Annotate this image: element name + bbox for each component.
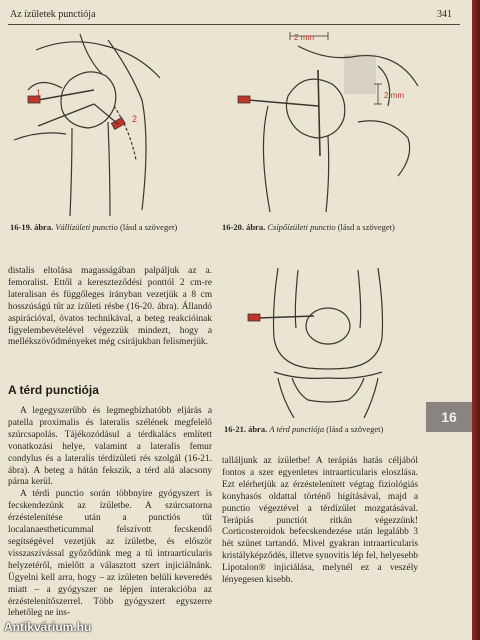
figure-knee-illustration [238, 268, 428, 418]
paragraph-hip-technique: distalis eltolása magasságában palpáljuk az a. femoralist. Ettől a kereszteződési ponttól 2 cm-re lateralisan és függőleges irányban vezetjük a 8 cm hosszúságú tűt az ízületi résbe (16-20. ábra). Állandó aspirációval, óvatos technikával, a beteg reakcióinak figyelembevételével végezzük mindezt, hogy a mellékszövődményeket még csírájukban felismerjük. [8, 266, 212, 348]
figure-caption-16-20: 16-20. ábra. Csípőízületi punctio (lásd a szöveget) [222, 222, 395, 232]
measurement-label-vertical: 2 mm [384, 91, 404, 100]
left-column-intro [8, 266, 212, 349]
running-header [8, 6, 460, 25]
left-column-knee [8, 406, 212, 620]
paragraph-knee-method: A legegyszerűbb és legmegbízhatóbb eljárás a patella proximalis és lateralis szélének megfelelő szúrcsapolás. Tájékozódásul a térdkalács említett vonatkozási helye, valamint a lateralis femur condylus és a lateralis térdízületi rés szolgál (16-21. ábra). A beteg a hátán fekszik, a térd alá alacsony párna kerül. [8, 406, 212, 488]
measurement-label-horizontal: 2 mm [294, 33, 314, 42]
watermark: Antikvárium.hu [4, 620, 92, 634]
paragraph-knee-injection: A térdi punctio során többnyire gyógyszert is fecskendezünk az ízületbe. A szúrcsatorna érzéstelenítése után a punctiós tűt localanaestheticummal felszívott fecskendő segítségével vezetjük az ízületbe, és először visszaszívással győződünk meg a tű intraarticularis helyzetéről, mielőtt a választott szert injiciálnánk. Ügyelni kell arra, hogy – az ízületen belüli keveredés miatt – a gyógyszer ne lépjen interakcióba az érzéstelenítőszerrel. Több gyógyszert egyszerre lehetőleg ne ins- [8, 489, 212, 619]
needle-marker-2: 2 [132, 114, 138, 124]
page-number: 341 [437, 9, 452, 20]
section-heading-knee: A térd punctiója [8, 383, 99, 397]
figure-caption-16-21: 16-21. ábra. A térd punctiója (lásd a szöveget) [224, 424, 384, 434]
book-spine-edge [472, 0, 480, 640]
right-column-text [222, 456, 418, 587]
paragraph-therapy: talláljunk az ízületbe! A terápiás hatás céljából fontos a szer egyenletes intraarticularis eloszlása. Ezt elérhetjük az érzéstelenített végtag fiziológiás konyhasós oldattal történő hígításával, majd a punctio végeztével a térdízület mozgatásával. Terápiás punctiót ritkán végezzünk! Corticosteroidok befecskendezése után legalább 3 hét szünet tartandó. Mivel gyakran intraarticularis kristályképződés, illetve synovitis lép fel, helyesebb Lipotalon® injiciálása, melynél ez a veszély lényegesen kisebb. [222, 456, 418, 586]
figure-hip-illustration [228, 26, 428, 216]
needle-marker-1: 1 [36, 88, 42, 98]
figure-shoulder-illustration [10, 30, 210, 216]
figure-caption-16-19: 16-19. ábra. Vállízületi punctio (lásd a szöveget) [10, 222, 178, 232]
chapter-tab: 16 [426, 402, 472, 432]
header-title: Az ízületek punctiója [10, 9, 96, 20]
